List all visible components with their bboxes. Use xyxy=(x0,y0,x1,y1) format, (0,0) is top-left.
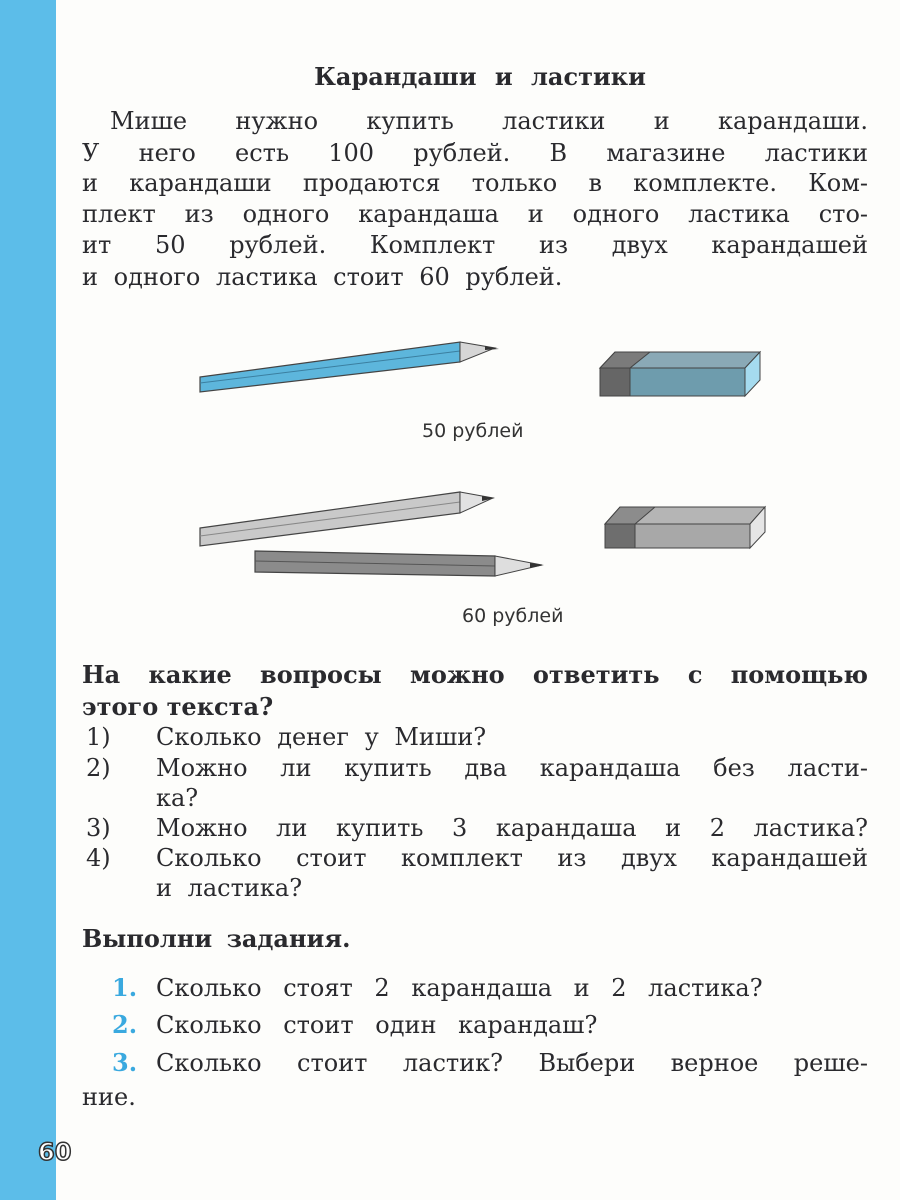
task-text: Сколько стоят 2 карандаша и 2 ластика? xyxy=(156,974,763,1002)
task-number: 1. xyxy=(112,973,138,1002)
blue-pencil-illustration xyxy=(195,335,515,395)
question-text: и ластика? xyxy=(156,874,303,902)
question-text: Сколько денег у Миши? xyxy=(156,723,487,751)
questions-heading: этого текста? xyxy=(82,692,274,721)
question-number: 2) xyxy=(86,754,111,782)
paragraph-line: Мише нужно купить ластики и карандаши. xyxy=(110,107,868,135)
page-number: 60 xyxy=(38,1138,72,1166)
task-text: Сколько стоит один карандаш? xyxy=(156,1011,598,1039)
paragraph-line: и одного ластика стоит 60 рублей. xyxy=(82,263,563,291)
question-text: Сколько стоит комплект из двух карандашей xyxy=(156,844,868,872)
paragraph-line: плект из одного карандаша и одного ластика сто- xyxy=(82,200,868,228)
page-title: Карандаши и ластики xyxy=(314,62,646,91)
dark-pencil-illustration xyxy=(250,548,550,583)
question-number: 3) xyxy=(86,814,111,842)
question-text: ка? xyxy=(156,784,199,812)
question-number: 1) xyxy=(86,723,111,751)
question-text: Можно ли купить два карандаша без ласти- xyxy=(156,754,868,782)
task-text: Сколько стоит ластик? Выбери верное реше- xyxy=(156,1049,868,1077)
paragraph-line: У него есть 100 рублей. В магазине ластики xyxy=(82,139,868,167)
blue-eraser-illustration xyxy=(595,350,765,400)
task-number: 2. xyxy=(112,1010,138,1039)
question-number: 4) xyxy=(86,844,111,872)
task-number: 3. xyxy=(112,1048,138,1077)
page-margin-strip xyxy=(0,0,56,1200)
gray-pencil-illustration xyxy=(195,488,515,548)
price-caption-set2: 60 рублей xyxy=(462,605,564,627)
price-caption-set1: 50 рублей xyxy=(422,420,524,442)
paragraph-line: и карандаши продаются только в комплекте. Ком- xyxy=(82,169,868,197)
gray-eraser-illustration xyxy=(600,502,770,552)
questions-heading: На какие вопросы можно ответить с помощью xyxy=(82,660,868,689)
question-text: Можно ли купить 3 карандаша и 2 ластика? xyxy=(156,814,868,842)
paragraph-line: ит 50 рублей. Комплект из двух карандашей xyxy=(82,231,868,259)
task-text: ние. xyxy=(82,1083,136,1111)
tasks-heading: Выполни задания. xyxy=(82,924,351,953)
